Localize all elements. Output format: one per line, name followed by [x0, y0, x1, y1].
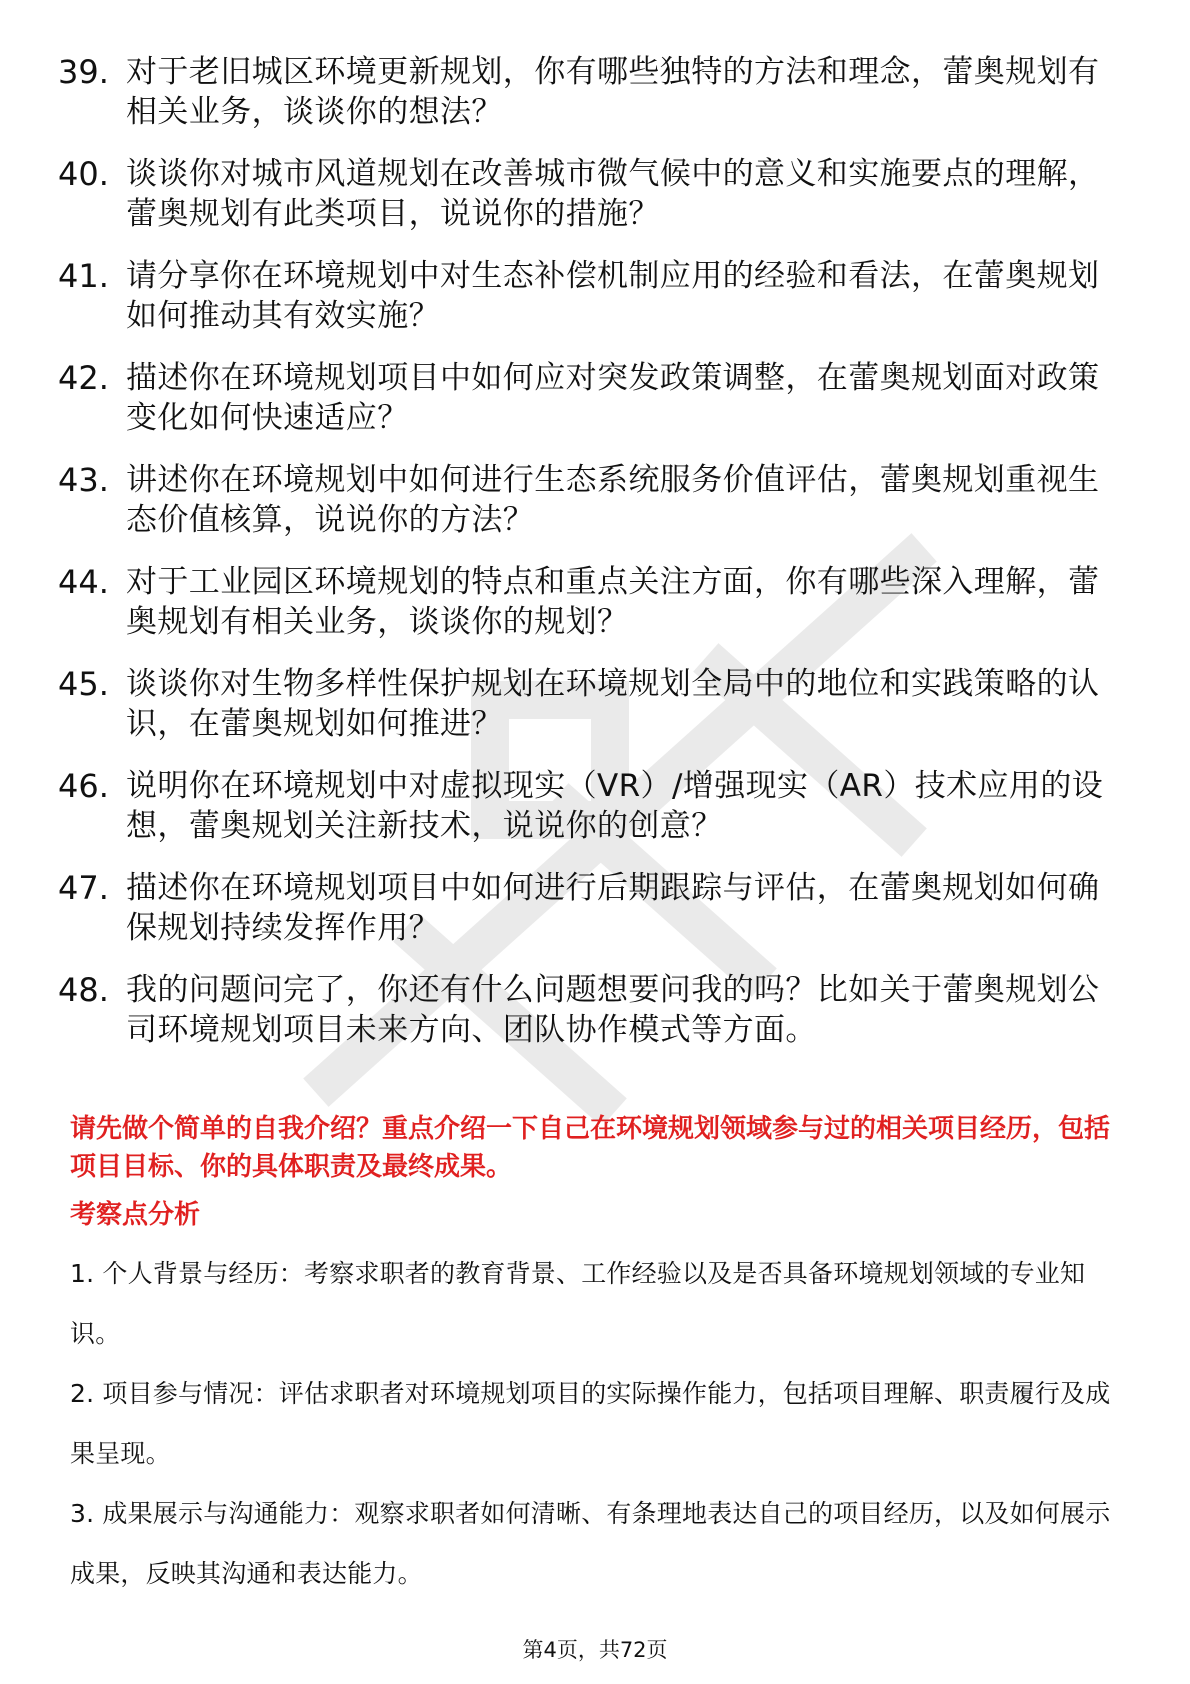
question-item	[58, 52, 1118, 132]
question-number: 48.	[58, 971, 109, 1009]
question-list	[58, 52, 1118, 1072]
analysis-item: 1. 个人背景与经历：考察求职者的教育背景、工作经验以及是否具备环境规划领域的专业知识。	[70, 1259, 1086, 1348]
analysis-title: 考察点分析	[70, 1200, 201, 1230]
question-item	[58, 460, 1118, 540]
question-text: 我的问题问完了，你还有什么问题想要问我的吗？比如关于蕾奥规划公司环境规划项目未来方向、团队协作模式等方面。	[126, 972, 1100, 1048]
question-text: 请分享你在环境规划中对生态补偿机制应用的经验和看法，在蕾奥规划如何推动其有效实施？	[126, 258, 1100, 334]
question-number: 44.	[58, 563, 109, 601]
question-text: 对于工业园区环境规划的特点和重点关注方面，你有哪些深入理解，蕾奥规划有相关业务，谈谈你的规划？	[126, 564, 1100, 640]
question-number: 47.	[58, 869, 109, 907]
question-text: 描述你在环境规划项目中如何应对突发政策调整，在蕾奥规划面对政策变化如何快速适应？	[126, 360, 1100, 436]
question-text: 讲述你在环境规划中如何进行生态系统服务价值评估，蕾奥规划重视生态价值核算，说说你的方法？	[126, 462, 1100, 538]
question-number: 41.	[58, 257, 109, 295]
question-item	[58, 868, 1118, 948]
question-number: 43.	[58, 461, 109, 499]
question-text: 对于老旧城区环境更新规划，你有哪些独特的方法和理念，蕾奥规划有相关业务，谈谈你的想法？	[126, 54, 1100, 130]
question-text: 说明你在环境规划中对虚拟现实（VR）/增强现实（AR）技术应用的设想，蕾奥规划关注新技术，说说你的创意？	[126, 768, 1104, 844]
analysis-list	[70, 1244, 1120, 1604]
analysis-item: 2. 项目参与情况：评估求职者对环境规划项目的实际操作能力，包括项目理解、职责履行及成果呈现。	[70, 1379, 1111, 1468]
question-text: 谈谈你对生物多样性保护规划在环境规划全局中的地位和实践策略的认识，在蕾奥规划如何推进？	[126, 666, 1100, 742]
question-text: 描述你在环境规划项目中如何进行后期跟踪与评估，在蕾奥规划如何确保规划持续发挥作用？	[126, 870, 1100, 946]
question-item	[58, 970, 1118, 1050]
question-number: 40.	[58, 155, 109, 193]
analysis-item: 3. 成果展示与沟通能力：观察求职者如何清晰、有条理地表达自己的项目经历，以及如何展示成果，反映其沟通和表达能力。	[70, 1499, 1111, 1588]
question-item	[58, 664, 1118, 744]
question-item	[58, 256, 1118, 336]
question-number: 42.	[58, 359, 109, 397]
question-item	[58, 358, 1118, 438]
question-number: 39.	[58, 53, 109, 91]
highlight-question: 请先做个简单的自我介绍？重点介绍一下自己在环境规划领域参与过的相关项目经历，包括项目目标、你的具体职责及最终成果。	[70, 1114, 1111, 1182]
question-text: 谈谈你对城市风道规划在改善城市微气候中的意义和实施要点的理解，蕾奥规划有此类项目，说说你的措施？	[126, 156, 1100, 232]
question-number: 46.	[58, 767, 109, 805]
question-number: 45.	[58, 665, 109, 703]
question-item	[58, 562, 1118, 642]
question-item	[58, 766, 1118, 846]
page-number: 第4页，共72页	[522, 1638, 668, 1662]
question-item	[58, 154, 1118, 234]
